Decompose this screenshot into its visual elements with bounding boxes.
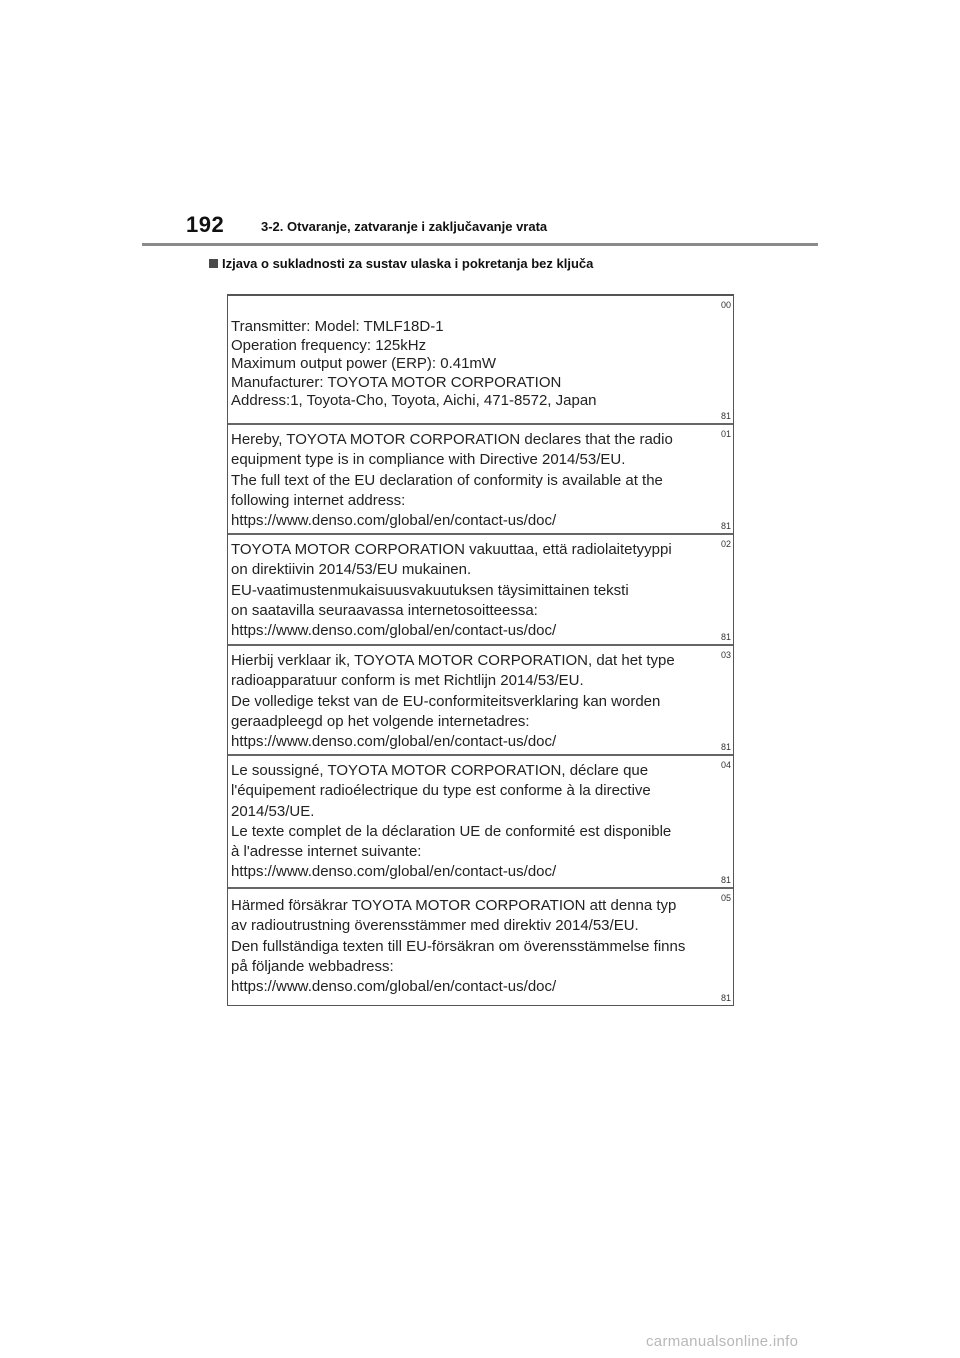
page-number: 192 xyxy=(186,212,225,237)
text-line: Maximum output power (ERP): 0.41mW xyxy=(231,355,497,372)
text-line: Operation frequency: 125kHz xyxy=(231,336,427,354)
declaration-box xyxy=(227,294,734,1006)
url-line: https://www.denso.com/global/en/contact-us/doc/ xyxy=(231,733,557,751)
text-line: on direktiivin 2014/53/EU mukainen. xyxy=(231,561,472,579)
declaration-block-english xyxy=(228,425,733,535)
declaration-block-dutch xyxy=(228,646,733,756)
text-line: på följande webbadress: xyxy=(231,957,394,975)
declaration-block-swedish xyxy=(228,889,733,1005)
block-code-bottom: 81 xyxy=(720,521,731,531)
text-line: Hereby, TOYOTA MOTOR CORPORATION declares that the radio xyxy=(231,431,673,448)
section-title: 3-2. Otvaranje, zatvaranje i zaključavanje vrata xyxy=(261,219,548,234)
text-line: 2014/53/UE. xyxy=(231,802,315,820)
block-code-top: 04 xyxy=(720,760,731,770)
text-line: geraadpleegd op het volgende internetadres: xyxy=(231,712,530,730)
text-line: on saatavilla seuraavassa internetosoitteessa: xyxy=(231,601,538,619)
url-line: https://www.denso.com/global/en/contact-us/doc/ xyxy=(231,863,557,881)
square-bullet-icon xyxy=(209,259,218,268)
text-line: equipment type is in compliance with Directive 2014/53/EU. xyxy=(231,451,626,469)
text-line: Address:1, Toyota-Cho, Toyota, Aichi, 471-8572, Japan xyxy=(231,392,597,409)
text-line: The full text of the EU declaration of conformity is available at the xyxy=(231,471,663,489)
text-line: radioapparatuur conform is met Richtlijn 2014/53/EU. xyxy=(231,672,584,690)
text-line: De volledige tekst van de EU-conformiteitsverklaring kan worden xyxy=(231,692,661,710)
text-line: l'équipement radioélectrique du type est conforme à la directive xyxy=(231,782,651,800)
block-code-bottom: 81 xyxy=(720,632,731,642)
declaration-block-transmitter xyxy=(228,296,733,425)
block-code-top: 01 xyxy=(720,429,731,439)
text-line: à l'adresse internet suivante: xyxy=(231,843,422,861)
url-line: https://www.denso.com/global/en/contact-us/doc/ xyxy=(231,512,557,530)
declaration-block-finnish xyxy=(228,535,733,646)
text-line: Hierbij verklaar ik, TOYOTA MOTOR CORPORATION, dat het type xyxy=(231,652,675,669)
text-line: Le texte complet de la déclaration UE de conformité est disponible xyxy=(231,822,672,840)
block-code-bottom: 81 xyxy=(720,742,731,752)
text-line: following internet address: xyxy=(231,491,406,509)
text-line: Den fullständiga texten till EU-försäkran om överensstämmelse finns xyxy=(231,937,686,955)
header-divider xyxy=(142,243,818,246)
declaration-block-french xyxy=(228,756,733,889)
block-code-top: 02 xyxy=(720,539,731,549)
text-line: Manufacturer: TOYOTA MOTOR CORPORATION xyxy=(231,373,562,391)
block-code-top: 05 xyxy=(720,893,731,903)
text-line: Transmitter: Model: TMLF18D-1 xyxy=(231,318,444,335)
block-code-top: 00 xyxy=(720,300,731,310)
watermark: carmanualsonline.info xyxy=(646,1333,799,1350)
text-line: Härmed försäkrar TOYOTA MOTOR CORPORATION att denna typ xyxy=(231,897,677,914)
block-code-bottom: 81 xyxy=(720,411,731,421)
text-line: EU-vaatimustenmukaisuusvakuutuksen täysimittainen teksti xyxy=(231,581,629,599)
subheading xyxy=(209,256,593,271)
block-code-bottom: 81 xyxy=(720,875,731,885)
text-line: av radioutrustning överensstämmer med direktiv 2014/53/EU. xyxy=(231,917,639,935)
text-line: TOYOTA MOTOR CORPORATION vakuuttaa, että radiolaitetyyppi xyxy=(231,541,672,558)
url-line: https://www.denso.com/global/en/contact-us/doc/ xyxy=(231,622,557,640)
subheading-text: Izjava o sukladnosti za sustav ulaska i pokretanja bez ključa xyxy=(222,256,594,271)
text-line: Le soussigné, TOYOTA MOTOR CORPORATION, déclare que xyxy=(231,762,649,779)
block-code-top: 03 xyxy=(720,650,731,660)
block-code-bottom: 81 xyxy=(720,993,731,1003)
url-line: https://www.denso.com/global/en/contact-us/doc/ xyxy=(231,978,557,996)
